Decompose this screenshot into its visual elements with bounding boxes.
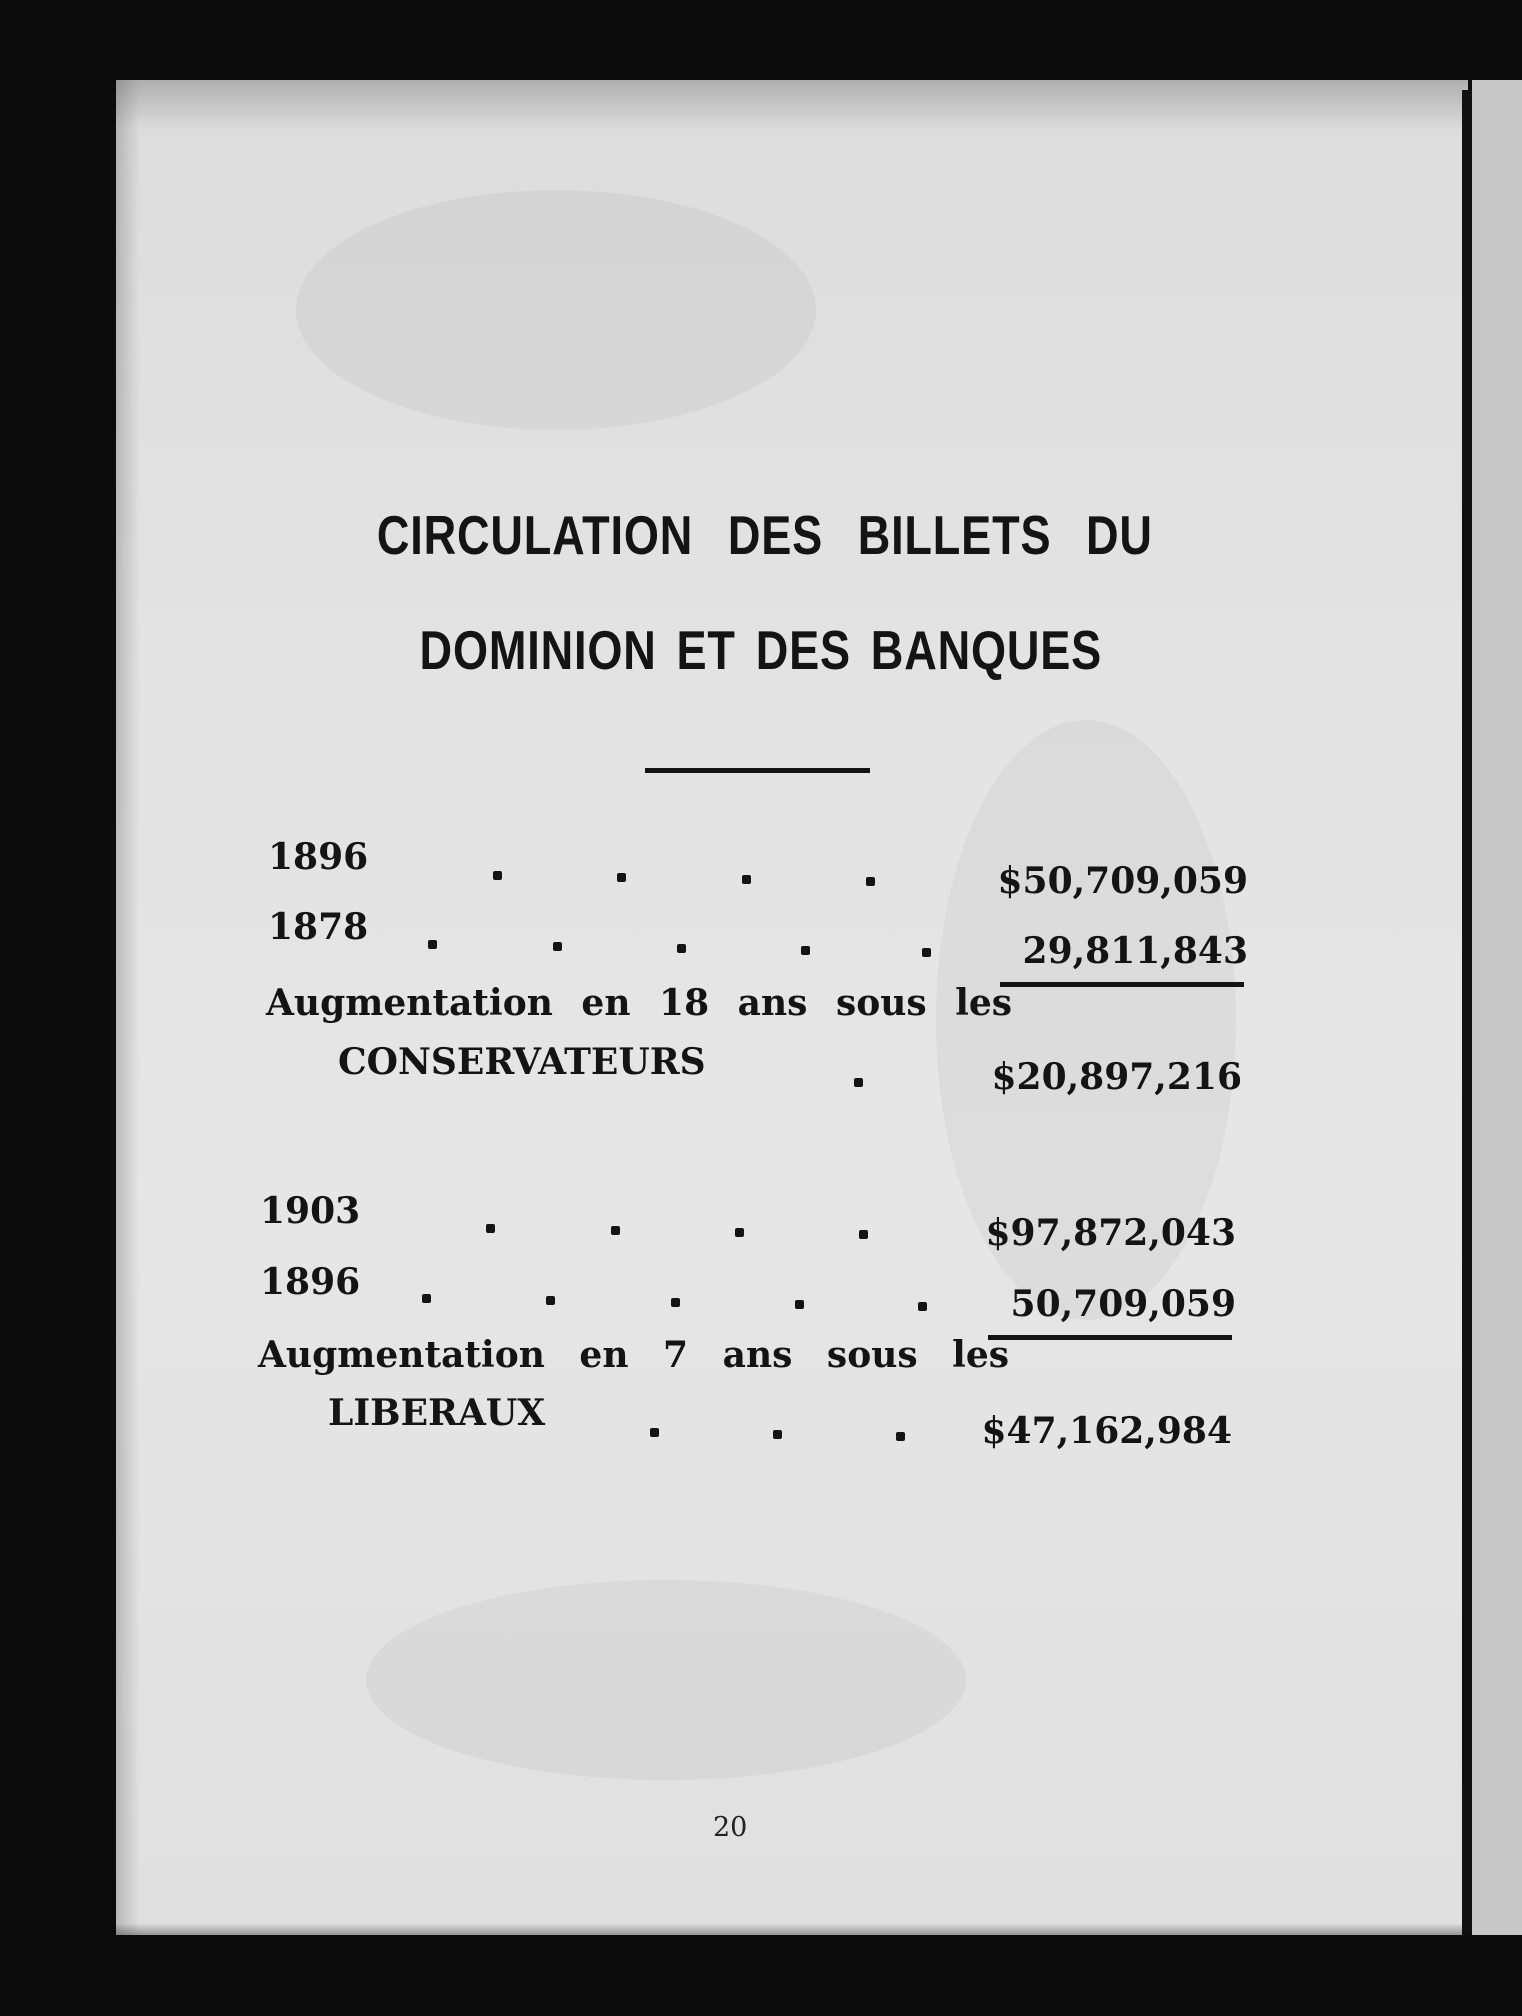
leader-dot <box>493 871 502 880</box>
leader-dot <box>854 1078 863 1087</box>
leader-dot <box>735 1228 744 1237</box>
document-title-line-1: CIRCULATION DES BILLETS DU <box>376 504 1153 566</box>
row-amount: 50,709,059 <box>1010 1283 1236 1325</box>
leader-dot <box>428 940 437 949</box>
row-year: 1878 <box>268 906 369 948</box>
leader-dot <box>896 1432 905 1441</box>
page-top-shadow <box>116 80 1468 130</box>
party-name: LIBERAUX <box>328 1392 546 1434</box>
page-left-shadow <box>116 80 140 1935</box>
sum-rule <box>1000 982 1244 987</box>
leader-dot <box>611 1226 620 1235</box>
row-amount: 29,811,843 <box>1022 930 1248 972</box>
summary-amount: $47,162,984 <box>981 1410 1232 1452</box>
facing-page-edge <box>1472 80 1522 1935</box>
summary-text: Augmentation en 7 ans sous les <box>258 1334 1010 1376</box>
leader-dot <box>671 1298 680 1307</box>
summary-text: Augmentation en 18 ans sous les <box>266 982 1013 1024</box>
page-bottom-edge <box>116 1923 1468 1935</box>
leader-dot <box>801 946 810 955</box>
paper-stain <box>366 1580 966 1780</box>
document-title-line-2: DOMINION ET DES BANQUES <box>419 619 1103 681</box>
leader-dot <box>677 944 686 953</box>
paper-stain <box>296 190 816 430</box>
page-number: 20 <box>713 1812 748 1843</box>
row-amount: $50,709,059 <box>997 860 1248 902</box>
row-year: 1896 <box>268 836 369 878</box>
leader-dot <box>486 1224 495 1233</box>
title-rule <box>645 768 870 773</box>
row-year: 1896 <box>260 1261 361 1303</box>
book-spine <box>1462 90 1472 1935</box>
leader-dot <box>546 1296 555 1305</box>
leader-dot <box>773 1430 782 1439</box>
leader-dot <box>742 875 751 884</box>
party-name: CONSERVATEURS <box>338 1041 706 1083</box>
leader-dot <box>422 1294 431 1303</box>
leader-dot <box>795 1300 804 1309</box>
leader-dot <box>866 877 875 886</box>
row-year: 1903 <box>260 1190 361 1232</box>
sum-rule <box>988 1335 1232 1340</box>
leader-dot <box>918 1302 927 1311</box>
leader-dot <box>553 942 562 951</box>
leader-dot <box>650 1428 659 1437</box>
leader-dot <box>922 948 931 957</box>
row-amount: $97,872,043 <box>985 1212 1236 1254</box>
leader-dot <box>617 873 626 882</box>
summary-amount: $20,897,216 <box>991 1056 1242 1098</box>
leader-dot <box>859 1230 868 1239</box>
